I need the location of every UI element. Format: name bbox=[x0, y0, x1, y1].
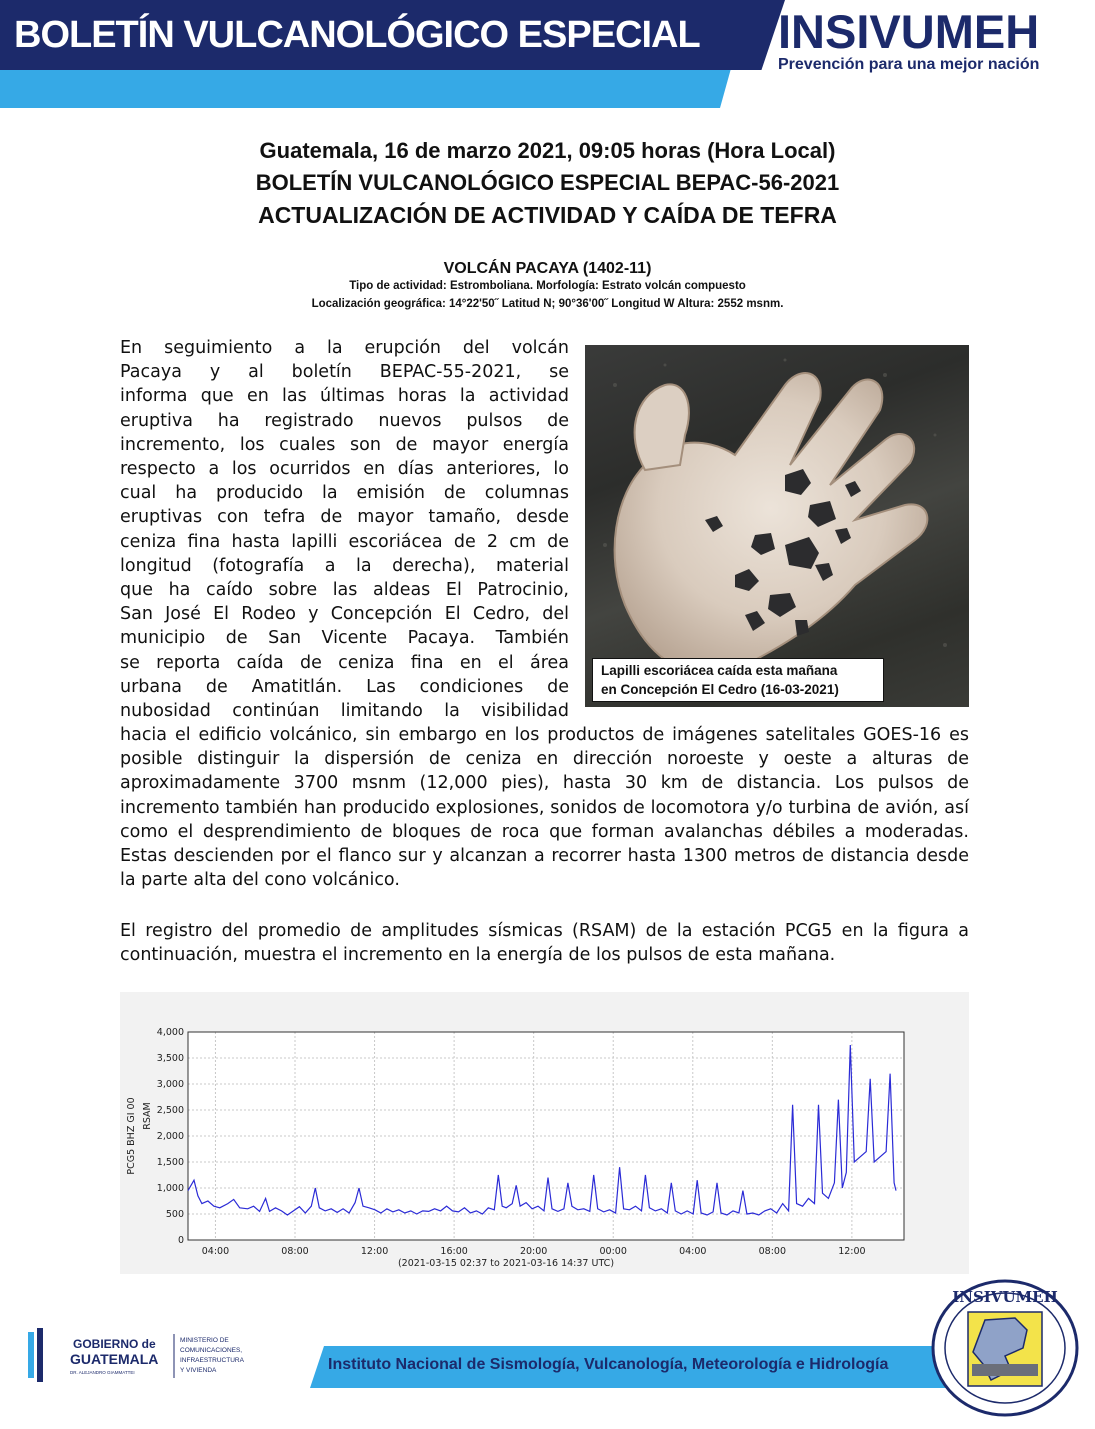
y-tick-label: 3,000 bbox=[156, 1079, 184, 1090]
body-line: En seguimiento a la erupción del volcán bbox=[120, 338, 569, 358]
seal-text: INSIVUMEH bbox=[952, 1288, 1058, 1306]
ministry-line: COMUNICACIONES, bbox=[180, 1347, 243, 1354]
x-axis-label: (2021-03-15 02:37 to 2021-03-16 14:37 UTC) bbox=[397, 1258, 615, 1269]
y-tick-label: 2,500 bbox=[156, 1105, 184, 1116]
y-tick-label: 500 bbox=[165, 1209, 184, 1220]
body-line: se reporta caída de ceniza fina en el área bbox=[120, 652, 569, 673]
x-tick-label: 00:00 bbox=[599, 1246, 627, 1257]
x-tick-label: 08:00 bbox=[281, 1246, 309, 1257]
body-line: respecto a los ocurridos en días anteriores, lo bbox=[120, 459, 569, 480]
body-line: San José El Rodeo y Concepción El Cedro, del bbox=[120, 604, 569, 625]
body-line: informa que en las últimas horas la actividad bbox=[120, 386, 569, 407]
y-tick-label: 1,500 bbox=[156, 1157, 184, 1168]
x-tick-label: 16:00 bbox=[440, 1246, 468, 1257]
body-line: ceniza fina hasta lapilli escoriácea de 2 cm de bbox=[120, 531, 569, 552]
org-name: INSIVUMEH bbox=[778, 5, 1040, 58]
photo-caption-line: en Concepción El Cedro (16-03-2021) bbox=[601, 682, 839, 697]
bulletin-code: BOLETÍN VULCANOLÓGICO ESPECIAL BEPAC-56-2021 bbox=[255, 170, 840, 195]
body-paragraph-rsam: El registro del promedio de amplitudes sísmicas (RSAM) de la estación PCG5 en la figura a continuación, muestra el incremento en la energía de los pulsos de esta mañana. bbox=[120, 921, 969, 966]
government-logo bbox=[28, 1326, 288, 1386]
body-line: incremento, los cuales son de mayor energía bbox=[120, 434, 569, 455]
bulletin-subject: ACTUALIZACIÓN DE ACTIVIDAD Y CAÍDA DE TEFRA bbox=[258, 202, 837, 228]
x-tick-label: 08:00 bbox=[758, 1246, 787, 1257]
y-axis-label: RSAM bbox=[142, 1102, 153, 1130]
body-line: longitud (fotografía a la derecha), material bbox=[120, 555, 569, 576]
volcano-name: VOLCÁN PACAYA (1402-11) bbox=[443, 260, 652, 277]
photo-caption bbox=[592, 658, 884, 702]
volcano-location: Localización geográfica: 14°22'50˝ Latitud N; 90°36'00˝ Longitud W Altura: 2552 msnm. bbox=[311, 298, 784, 310]
org-slogan: Prevención para una mejor nación bbox=[778, 56, 1040, 73]
y-tick-label: 1,000 bbox=[156, 1183, 184, 1194]
y-tick-label: 3,500 bbox=[156, 1053, 184, 1064]
hand-with-lapilli-image bbox=[585, 345, 969, 707]
x-tick-label: 04:00 bbox=[201, 1246, 230, 1257]
rsam-chart bbox=[120, 992, 969, 1274]
y-tick-label: 4,000 bbox=[156, 1027, 184, 1038]
insivumeh-seal bbox=[930, 1278, 1080, 1418]
body-line: municipio de San Vicente Pacaya. También bbox=[120, 628, 569, 649]
body-line: que ha caído sobre las aldeas El Patrocinio, bbox=[120, 580, 569, 601]
body-paragraph-continuation: hacia el edificio volcánico, sin embargo en los productos de imágenes satelitales GOES-16 es posible distinguir la dispersión de ceniza en dirección noroeste y oeste a alturas de aproximadamente 3700 msnm (12,000 pies), hasta 30 km de distancia. Los pulsos de incremento también han producido explosiones, sonidos de locomotora y/o turbina de avión, así como el desprendimiento de bloques de roca que forman avalanchas débiles a moderadas. Estas descienden por el flanco sur y alcanzan a recorrer hasta 1300 metros de distancia desde la parte alta del cono volcánico. bbox=[120, 725, 969, 891]
volcano-activity-type: Tipo de actividad: Estromboliana. Morfología: Estrato volcán compuesto bbox=[349, 280, 746, 292]
body-line: Pacaya y al boletín BEPAC-55-2021, se bbox=[120, 362, 569, 383]
institute-name: Instituto Nacional de Sismología, Vulcanología, Meteorología e Hidrología bbox=[328, 1356, 889, 1373]
gov-logo-sub: DR. ALEJANDRO GIAMMATTEI bbox=[70, 1370, 135, 1375]
header-title: BOLETÍN VULCANOLÓGICO ESPECIAL bbox=[14, 14, 700, 56]
body-paragraph-intro bbox=[120, 336, 569, 723]
body-line: urbana de Amatitlán. Las condiciones de bbox=[120, 676, 569, 697]
y-axis-station-label: PCG5 BHZ GI 00 bbox=[126, 1097, 137, 1175]
bulletin-date: Guatemala, 16 de marzo 2021, 09:05 horas (Hora Local) bbox=[259, 138, 836, 163]
body-line: nubosidad continúan limitando la visibilidad bbox=[120, 701, 569, 722]
x-tick-label: 20:00 bbox=[519, 1246, 548, 1257]
body-line: eruptivas con tefra de mayor tamaño, desde bbox=[120, 507, 569, 528]
rsam-chart-svg bbox=[120, 992, 969, 1274]
tephra-photo bbox=[585, 345, 969, 707]
ministry-line: MINISTERIO DE bbox=[180, 1337, 229, 1344]
ministry-line: INFRAESTRUCTURA bbox=[180, 1357, 244, 1364]
gov-logo-line1: GOBIERNO de bbox=[73, 1337, 156, 1351]
x-tick-label: 04:00 bbox=[679, 1246, 707, 1257]
x-tick-label: 12:00 bbox=[838, 1246, 866, 1257]
x-tick-label: 12:00 bbox=[360, 1246, 389, 1257]
body-line: cual ha producido la emisión de columnas bbox=[120, 483, 569, 504]
y-tick-label: 2,000 bbox=[156, 1131, 184, 1142]
ministry-line: Y VIVIENDA bbox=[180, 1367, 217, 1374]
gov-logo-line2: GUATEMALA bbox=[70, 1351, 159, 1367]
photo-caption-line: Lapilli escoriácea caída esta mañana bbox=[601, 663, 838, 678]
body-line: eruptiva ha registrado nuevos pulsos de bbox=[120, 410, 569, 431]
y-tick-label: 0 bbox=[177, 1235, 184, 1246]
